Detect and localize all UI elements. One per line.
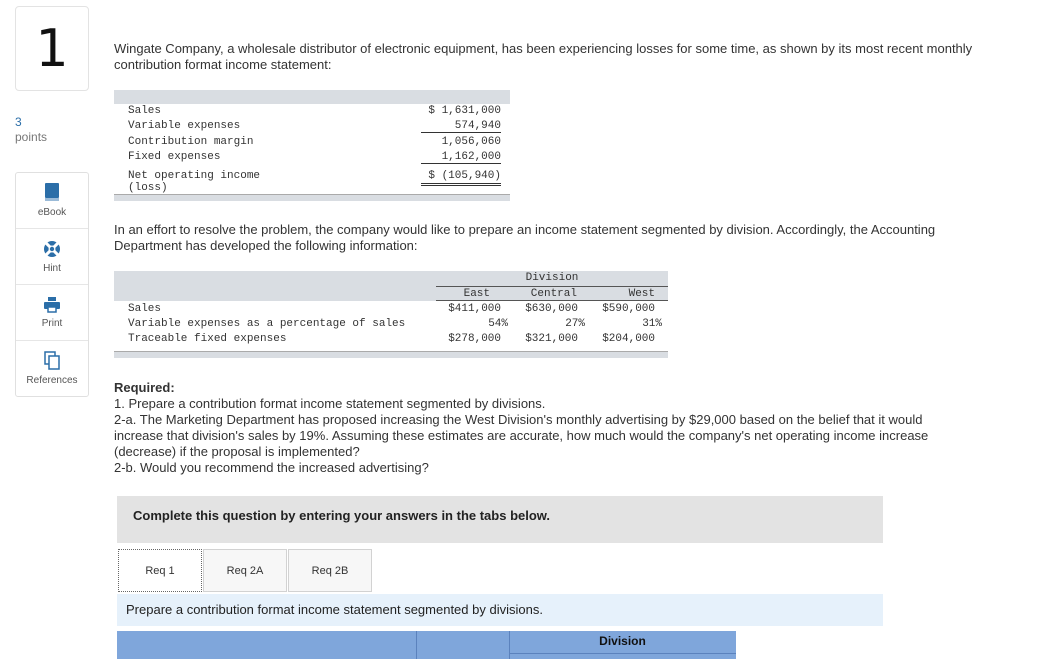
points-label: points: [15, 130, 48, 144]
required-title: Required:: [114, 380, 175, 395]
points-info: [15, 115, 47, 145]
documents-icon: [44, 351, 60, 370]
intro-text: Wingate Company, a wholesale distributor of electronic equipment, has been experiencing losses for some time, as shown by its most recent monthly contribution format income statement:: [114, 41, 973, 72]
header-rule: [436, 286, 668, 287]
print-label: Print: [41, 317, 63, 329]
book-icon: [44, 183, 60, 202]
header-rule: [509, 653, 736, 654]
column-header-central: Central: [530, 288, 577, 300]
answer-table-header: [117, 631, 736, 659]
answer-division-header: Division: [599, 634, 646, 648]
points-value: 3: [15, 115, 22, 129]
instructions-panel: Complete this question by entering your answers in the tabs below.: [117, 496, 883, 543]
tab-req-2a[interactable]: Req 2A: [203, 549, 287, 592]
hint-label: Hint: [43, 262, 61, 274]
table-header-band: [114, 90, 510, 104]
table-footer-band: [114, 351, 668, 358]
ebook-label: eBook: [37, 207, 67, 218]
question-number: 1: [15, 6, 89, 91]
column-header-west: West: [628, 288, 655, 300]
column-header-east: East: [463, 288, 490, 300]
hint-button[interactable]: [16, 229, 88, 285]
ebook-button[interactable]: [16, 173, 88, 229]
tab-instruction: Prepare a contribution format income statement segmented by divisions.: [117, 594, 883, 626]
lifebuoy-icon: [43, 240, 61, 258]
printer-icon: [43, 297, 61, 313]
tab-req-2b[interactable]: Req 2B: [288, 549, 372, 592]
division-group-header: Division: [525, 272, 579, 284]
req-tabs: [118, 549, 373, 592]
segment-intro-text: In an effort to resolve the problem, the company would like to prepare an income statement segmented by division. Accordingly, the Accounting Department has developed the following information:: [114, 222, 936, 253]
header-rule: [436, 300, 668, 301]
table-footer-band: [114, 194, 510, 201]
tool-panel: [15, 172, 89, 397]
header-cell: [416, 631, 510, 659]
required-section: [114, 380, 974, 476]
header-cell: [117, 631, 417, 659]
references-label: References: [26, 375, 78, 386]
references-button[interactable]: [16, 341, 88, 396]
required-item: 1. Prepare a contribution format income statement segmented by divisions.: [114, 396, 546, 411]
income-statement-table: Sales $ 1,631,000 Variable expenses 574,940 Contribution margin 1,056,060 Fixed expenses 1,162,000 Net operating income (loss) $ (105,940): [114, 90, 510, 184]
required-item: 2-b. Would you recommend the increased advertising?: [114, 460, 429, 475]
tab-req-1[interactable]: Req 1: [118, 549, 202, 592]
print-button[interactable]: [16, 285, 88, 341]
required-item: 2-a. The Marketing Department has proposed increasing the West Division's monthly advertising by $29,000 based on the belief that it would increase that division's sales by 19%. Assuming these estimates are accurate, how much would the company's net operating income increase (decrease) if the proposal is implemented?: [114, 412, 929, 459]
